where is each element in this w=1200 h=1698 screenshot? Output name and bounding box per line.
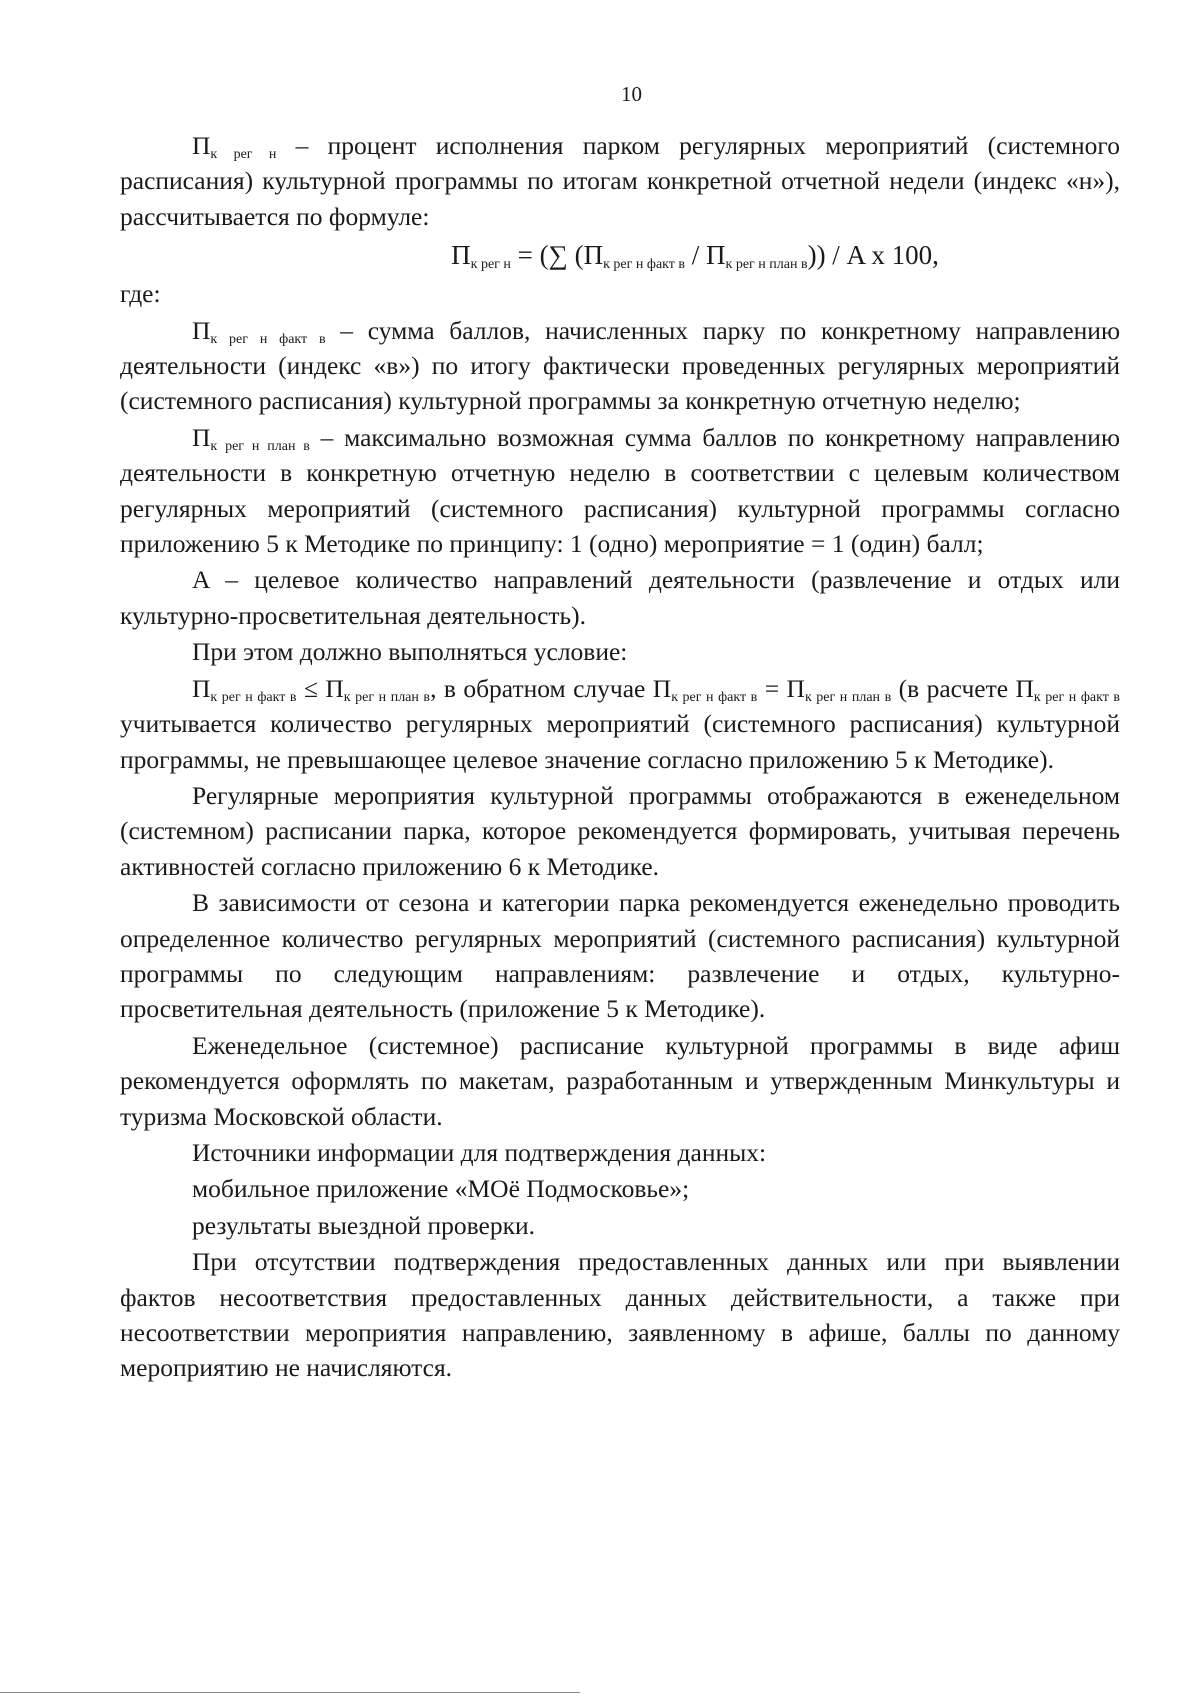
paragraph-sources: Источники информации для подтверждения данных: [192,1137,767,1167]
subscript-fact: к рег н факт в [671,689,758,705]
paragraph-absence: При отсутствии подтверждения предоставленных данных или при выявлении фактов несоответствия предоставленных данных действительности, а также при несоответствии мероприятия направлению, заявленному в афише, баллы по данному мероприятию не начисляются. [120,1247,1120,1383]
paragraph-condition-intro: При этом должно выполняться условие: [192,637,628,667]
subscript-fact: к рег н факт в [210,331,326,347]
subscript-plan: к рег н план в [210,438,310,454]
subscript-fact: к рег н факт в [210,689,297,705]
paragraph-regular-events: Регулярные мероприятия культурной программы отображаются в еженедельном (системном) расписании парка, которое рекомендуется формировать, учитывая перечень активностей согласно приложению 6 к Методике. [120,780,1120,881]
symbol-p: П [192,131,211,160]
paragraph-condition [120,671,1120,777]
definition-text: – процент исполнения парком регулярных мероприятий (системного расписания) культурной программы по итогам конкретной отчетной недели (индекс «н»), рассчитывается по формуле: [120,131,1121,231]
definition-plan-text: – максимально возможная сумма баллов по конкретному направлению деятельности в конкретную отчетную неделю в соответствии с целевым количеством регулярных мероприятий (системного расписания) культурной программы согласно приложению 5 к Методике по принципу: 1 (одно) мероприятие = 1 (один) балл; [120,422,1121,559]
where-label: где: [120,279,161,309]
formula-subscript-fact: к рег н факт в [603,257,686,273]
scan-edge-line [0,1692,580,1693]
page-number: 10 [621,82,642,106]
symbol-p: П [652,673,672,703]
formula-tail: )) / A x 100, [807,240,939,271]
symbol-p: П [192,422,211,452]
calc-text-end: учитывается количество регулярных мероприятий (системного расписания) культурной программы, не превышающее целевое значение согласно приложению 5 к Методике). [120,709,1120,774]
subscript-plan: к рег н план в [343,689,431,705]
subscript-reg-n: к рег н [210,147,277,162]
symbol-p: П [1015,673,1034,703]
paragraph-definition-fact [120,313,1120,419]
eq-sign: = [757,673,787,703]
formula [270,235,1120,275]
symbol-p: П [786,673,805,703]
paragraph-weekly-schedule: Еженедельное (системное) расписание культурной программы в виде афиш рекомендуется оформлять по макетам, разработанным и утвержденным Минкультуры и туризма Московской области. [120,1030,1120,1131]
calc-text-start: (в расчете [891,673,1016,703]
formula-symbol: П [451,240,471,271]
formula-slash: / [685,240,707,271]
paragraph-definition-a: A – целевое количество направлений деятельности (развлечение и отдых или культурно-просветительная деятельность). [120,565,1120,630]
paragraph-definition-plan [120,420,1120,562]
formula-symbol-fact: П [583,240,604,271]
formula-symbol-plan: П [706,240,726,271]
formula-subscript-lhs: к рег н [470,257,511,273]
leq-sign: ≤ [296,673,326,703]
symbol-p: П [192,673,211,703]
symbol-p: П [325,673,344,703]
paragraph-definition-p-reg [120,128,1120,234]
definition-fact-text: – сумма баллов, начисленных парку по конкретному направлению деятельности (индекс «в») по итогу фактически проведенных регулярных мероприятий (системного расписания) культурной программы за конкретную отчетную неделю; [120,315,1121,416]
paragraph-source-app: мобильное приложение «МОё Подмосковье»; [192,1174,690,1204]
symbol-p: П [192,315,211,345]
formula-subscript-plan: к рег н план в [725,257,808,273]
formula-eq: = (∑ ( [510,240,584,271]
paragraph-source-inspection: результаты выездной проверки. [192,1210,536,1240]
subscript-fact: к рег н факт в [1033,689,1121,705]
document-body [120,128,1120,1387]
otherwise-text: , в обратном случае [430,673,653,703]
subscript-plan: к рег н план в [804,689,892,705]
paragraph-season: В зависимости от сезона и категории парка рекомендуется еженедельно проводить определенное количество регулярных мероприятий (системного расписания) культурной программы по следующим направлениям: развлечение и отдых, культурно-просветительная деятельность (приложение 5 к Методике). [120,888,1120,1024]
